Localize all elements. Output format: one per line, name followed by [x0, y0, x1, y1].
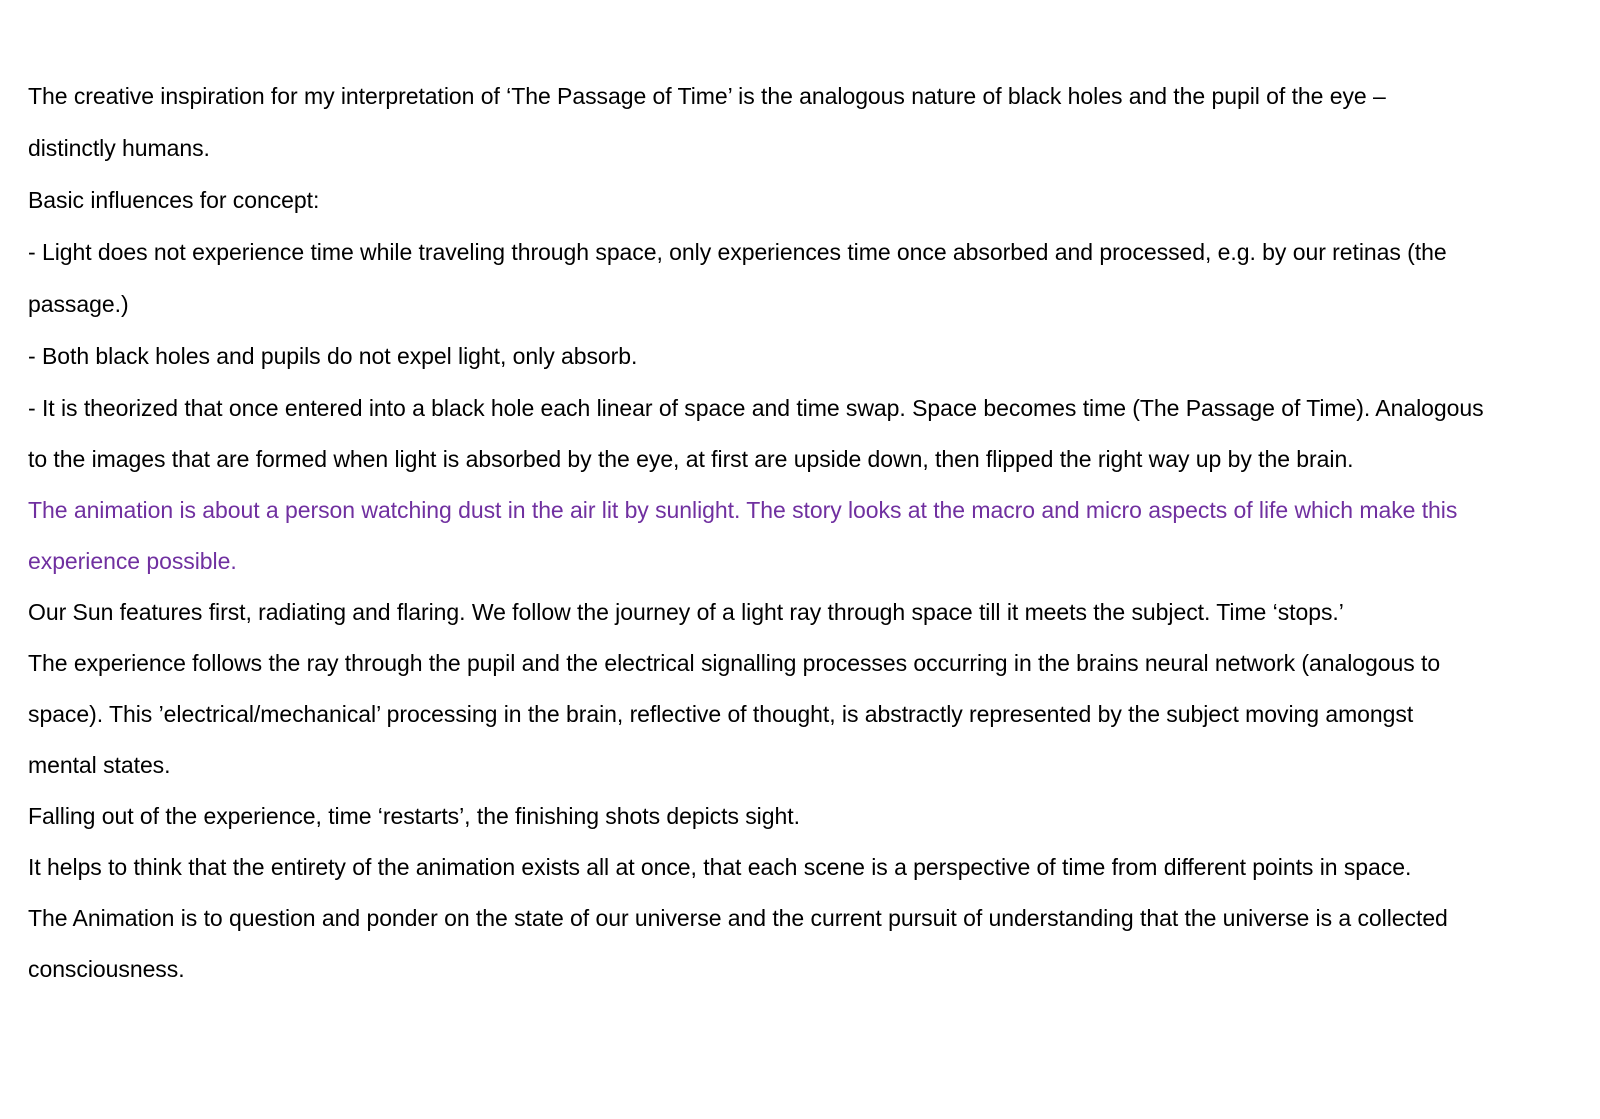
text-line: - It is theorized that once entered into a black hole each linear of space and time swap. Space becomes time (The Passage of Time). Analogous: [28, 395, 1484, 421]
text-line: Basic influences for concept:: [28, 187, 320, 213]
text-line: - Both black holes and pupils do not expel light, only absorb.: [28, 343, 638, 369]
text-line: Our Sun features first, radiating and flaring. We follow the journey of a light ray through space till it meets the subject. Time ‘stops.’: [28, 599, 1344, 625]
text-line: to the images that are formed when light is absorbed by the eye, at first are upside down, then flipped the right way up by the brain.: [28, 446, 1354, 472]
text-line: - Light does not experience time while traveling through space, only experiences time once absorbed and processed, e.g. by our retinas (the: [28, 239, 1447, 265]
text-line: The experience follows the ray through the pupil and the electrical signalling processes occurring in the brains neural network (analogous to: [28, 650, 1441, 676]
text-line: It helps to think that the entirety of the animation exists all at once, that each scene is a perspective of time from different points in space.: [28, 854, 1412, 880]
text-line: distinctly humans.: [28, 135, 210, 161]
text-line: space). This ’electrical/mechanical’ processing in the brain, reflective of thought, is abstractly represented by the subject moving amongst: [28, 701, 1414, 727]
highlighted-text-line: The animation is about a person watching dust in the air lit by sunlight. The story looks at the macro and micro aspects of life which make this: [28, 497, 1458, 523]
text-line: mental states.: [28, 752, 171, 778]
text-line: consciousness.: [28, 956, 185, 982]
highlighted-text-line: experience possible.: [28, 548, 237, 574]
text-line: Falling out of the experience, time ‘restarts’, the finishing shots depicts sight.: [28, 803, 800, 829]
text-line: The creative inspiration for my interpretation of ‘The Passage of Time’ is the analogous nature of black holes and the pupil of the eye –: [28, 83, 1386, 109]
document-body: [28, 70, 1578, 995]
text-line: passage.): [28, 291, 129, 317]
text-line: The Animation is to question and ponder on the state of our universe and the current pursuit of understanding that the universe is a collected: [28, 905, 1448, 931]
